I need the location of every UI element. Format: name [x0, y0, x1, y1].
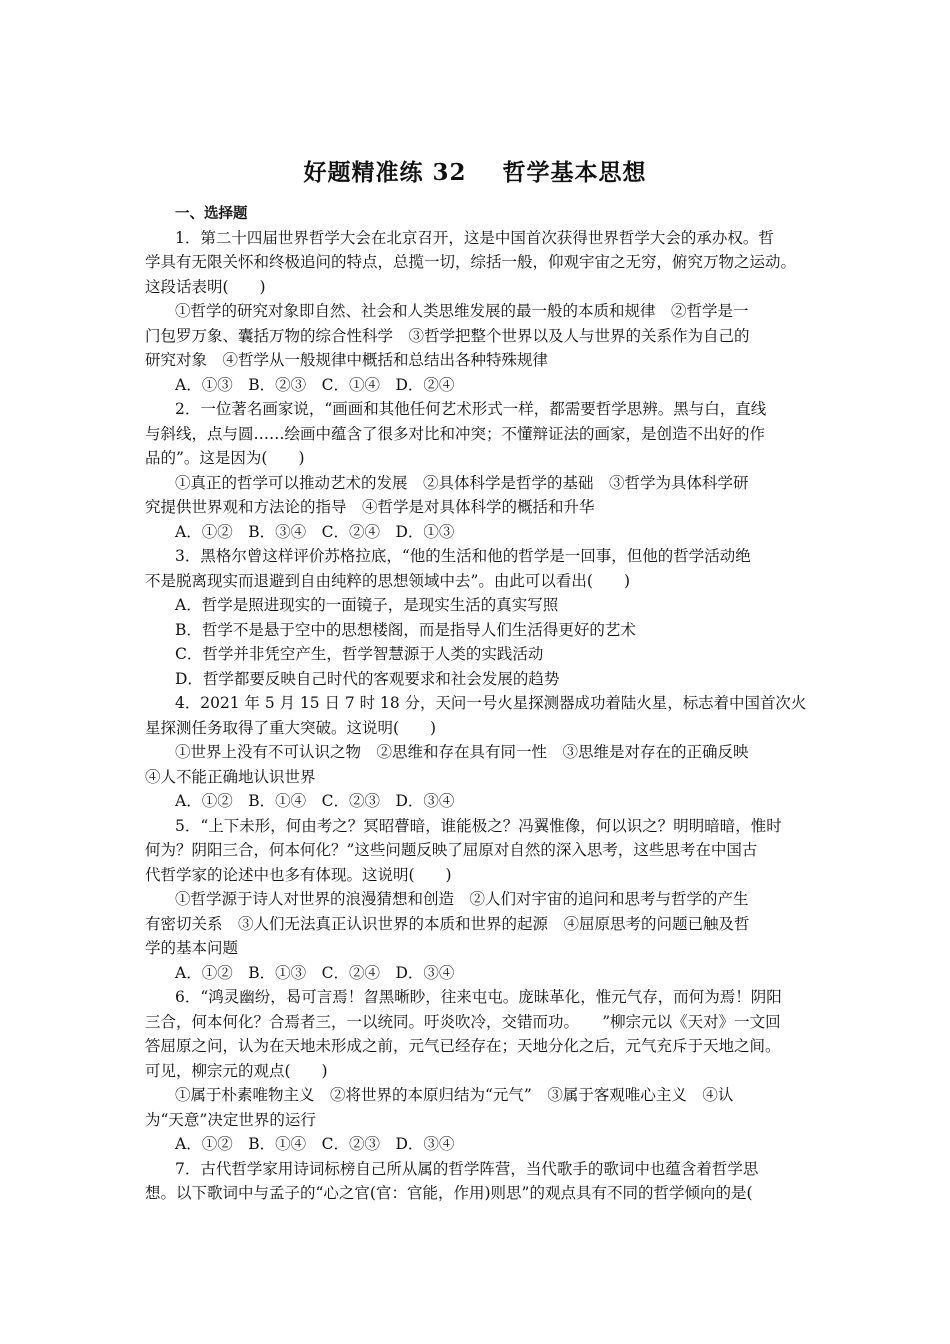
page-title: 好题精准练 32 哲学基本思想 [303, 159, 647, 186]
text-line: 有密切关系 ③人们无法真正认识世界的本质和世界的起源 ④屈原思考的问题已触及哲 [145, 915, 750, 933]
text-line: ①哲学源于诗人对世界的浪漫猜想和创造 ②人们对宇宙的追问和思考与哲学的产生 [175, 890, 749, 908]
text-line: A．①② B．①④ C．②③ D．③④ [175, 1135, 455, 1153]
text-line: 学具有无限关怀和终极追问的特点，总揽一切，综括一般，仰观宇宙之无穷，俯究万物之运动。 [145, 253, 797, 271]
text-line: A．①② B．③④ C．②④ D．①③ [175, 523, 455, 541]
text-line: 为“天意”决定世界的运行 [145, 1111, 316, 1129]
text-line: 1．第二十四届世界哲学大会在北京召开，这是中国首次获得世界哲学大会的承办权。哲 [175, 229, 774, 247]
text-line: 门包罗万象、囊括万物的综合性科学 ③哲学把整个世界以及人与世界的关系作为自己的 [145, 327, 750, 345]
text-line: 答屈原之问，认为在天地未形成之前，元气已经存在；天地分化之后，元气充斥于天地之间。 [145, 1037, 781, 1055]
text-line: ①世界上没有不可认识之物 ②思维和存在具有同一性 ③思维是对存在的正确反映 [175, 743, 749, 761]
text-line: ①属于朴素唯物主义 ②将世界的本原归结为“元气” ③属于客观唯心主义 ④认 [175, 1086, 734, 1104]
text-line: B．哲学不是悬于空中的思想楼阁，而是指导人们生活得更好的艺术 [175, 621, 636, 639]
text-line: 学的基本问题 [145, 939, 239, 957]
text-line: 2．一位著名画家说，“画画和其他任何艺术形式一样，都需要哲学思辨。黑与白，直线 [175, 400, 767, 418]
text-line: 6．“鸿灵幽纷，曷可言焉！曶黑晰眇，往来屯屯。庞昧革化，惟元气存，而何为焉！阴阳 [175, 988, 782, 1006]
text-line: ④人不能正确地认识世界 [145, 768, 316, 786]
section-heading: 一、选择题 [175, 205, 248, 222]
text-line: A．哲学是照进现实的一面镜子，是现实生活的真实写照 [175, 596, 559, 614]
text-line: D．哲学都要反映自己时代的客观要求和社会发展的趋势 [175, 670, 560, 688]
text-line: 5．“上下未形，何由考之？冥昭瞢暗，谁能极之？冯翼惟像，何以识之？明明暗暗，惟时 [175, 817, 782, 835]
text-line: 不是脱离现实而退避到自由纯粹的思想领域中去”。由此可以看出( ) [145, 572, 631, 590]
text-line: A．①② B．①③ C．②④ D．③④ [175, 964, 455, 982]
text-line: 与斜线，点与圆……绘画中蕴含了很多对比和冲突；不懂辩证法的画家，是创造不出好的作 [145, 425, 766, 443]
text-line: 代哲学家的论述中也多有体现。这说明( ) [145, 866, 452, 884]
text-line: 可见，柳宗元的观点( ) [145, 1062, 328, 1080]
text-line: 品的”。这是因为( ) [145, 449, 305, 467]
text-line: ①真正的哲学可以推动艺术的发展 ②具体科学是哲学的基础 ③哲学为具体科学研 [175, 474, 749, 492]
text-line: 星探测任务取得了重大突破。这说明( ) [145, 719, 437, 737]
text-line: A．①③ B．②③ C．①④ D．②④ [175, 376, 455, 394]
text-line: 这段话表明( ) [145, 278, 266, 296]
text-line: 7．古代哲学家用诗词标榜自己所从属的哲学阵营，当代歌手的歌词中也蕴含着哲学思 [175, 1160, 759, 1178]
text-line: 3．黑格尔曾这样评价苏格拉底，“他的生活和他的哲学是一回事，但他的哲学活动绝 [175, 547, 751, 565]
text-line: A．①② B．①④ C．②③ D．③④ [175, 792, 455, 810]
text-line: 想。以下歌词中与孟子的“心之官(官：官能，作用)则思”的观点具有不同的哲学倾向的是( [145, 1184, 753, 1202]
text-line: 究提供世界观和方法论的指导 ④哲学是对具体科学的概括和升华 [145, 498, 595, 516]
text-line: C．哲学并非凭空产生，哲学智慧源于人类的实践活动 [175, 645, 544, 663]
text-line: 三合，何本何化？合焉者三，一以统同。吁炎吹冷，交错而功。 ”柳宗元以《天对》一文回 [145, 1013, 781, 1031]
text-line: 研究对象 ④哲学从一般规律中概括和总结出各种特殊规律 [145, 351, 549, 369]
text-line: 4．2021 年 5 月 15 日 7 时 18 分，天问一号火星探测器成功着陆火星，标志着中国首次火 [175, 694, 807, 712]
text-line: ①哲学的研究对象即自然、社会和人类思维发展的最一般的本质和规律 ②哲学是一 [175, 302, 749, 320]
text-line: 何为？阴阳三合，何本何化？”这些问题反映了屈原对自然的深入思考，这些思考在中国古 [145, 841, 758, 859]
